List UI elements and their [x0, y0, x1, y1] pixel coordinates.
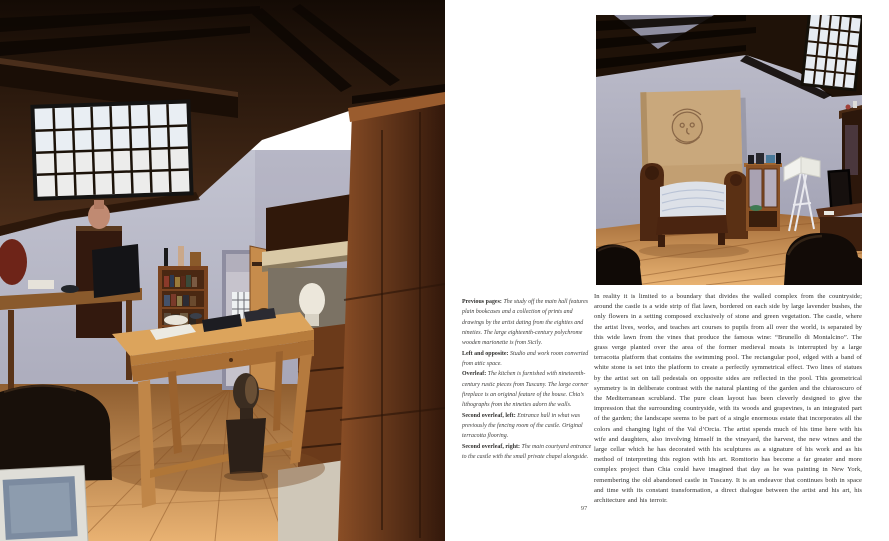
display-cabinet: [744, 153, 782, 231]
caption-second-overleaf-left: [462, 411, 592, 442]
armoire: [338, 92, 445, 541]
caption-text: The main courtyard entrance to the castle with the small private chapel alongside.: [462, 443, 592, 461]
caption-lead: Overleaf:: [462, 371, 487, 378]
caption-column: [462, 297, 592, 463]
page-number: 97: [580, 505, 588, 512]
caption-lead: Previous pages:: [462, 299, 502, 305]
caption-left-opposite: [462, 349, 592, 370]
caption-text: Entrance hall in what was previously the fencing room of the castle. Original terracotta flooring.: [462, 412, 583, 440]
caption-second-overleaf-right: [462, 442, 592, 463]
corner-skylight: [800, 15, 862, 92]
body-text: In reality it is limited to a boundary that divides the walled complex from the countryside; around the castle is a wide strip of flat lawn, bordered on each side by large lavender bushes, the only flowers in a setting composed exclusively of stone and green vegetation. The castle, where the artist lives, works, and teaches art courses to pupils from all over the world, is separated by this wide lawn from the vines that produce the famous wine: “Brunello di Montalcino”. The grass verge planted over the area of the former medieval moats is interrupted by a large terracotta platform that contains the swimming pool. The rectangular pool, edged with a band of white stone is set into the platform to create a perfectly symmetrical effect. Two lines of statues by the artist set on tall pedestals on opposite sides are reflected in the pool. This geometrical symmetry is in deliberate contrast with the natural planting of the garden and the chiaroscuro of the Mediterranean scrubland. The pure clean layout has been cleverly designed to give the impression that the surrounding countryside, with its woods and grapevines, is an integrated part of the garden; the landscape seems to be part of a single enormous estate that incorporates all the colors and changing light of the Val d’Orcia. The artist spends much of his time here with his wife and daughters, also involving himself in the vineyard, the harvest, the new wines and the large cellar which he has decorated with his sculptures as a signature of his work and as his method of interpreting this region with his art. Romitorio has become a far greater and more complex project than Chia could have imagined that day as he was painting in New York, remembering the old abandoned castle in Tuscany. It is an endeavor that continues both in space and time with its constant transformation, a direct dialogue between the artist and his art, his architecture and his terroir.: [594, 293, 862, 505]
attic-bedroom-illustration: [596, 15, 862, 285]
caption-lead: Second overleaf, right:: [462, 443, 521, 450]
caption-previous-pages: [462, 297, 592, 349]
framed-picture: [0, 466, 88, 541]
caption-overleaf: [462, 369, 592, 410]
small-figurine: [178, 246, 184, 266]
caption-text: The kitchen is furnished with nineteenth-century rustic pieces from Tuscany. The large corner fireplace is an original feature of the house. Chia’s lithographs from the nineties adorn the walls.: [462, 371, 589, 409]
caption-text: The study off the main hall features plain bookcases and a collection of prints and drawings by the artist dating from the eighties and nineties. The large eighteenth-century polychrome wooden marionette is from Sicily.: [462, 299, 589, 347]
white-head-sculpture: [299, 283, 325, 317]
caption-lead: Left and opposite:: [462, 350, 509, 357]
right-page-photo: [596, 15, 862, 285]
leaning-board: [92, 244, 140, 298]
paper-stack: [28, 280, 54, 289]
candlestick: [164, 248, 168, 266]
dark-mirror: [829, 170, 852, 209]
caption-text: Studio and work room converted from attic space.: [462, 350, 589, 368]
caption-lead: Second overleaf, left:: [462, 412, 516, 419]
skylight: [30, 99, 193, 201]
